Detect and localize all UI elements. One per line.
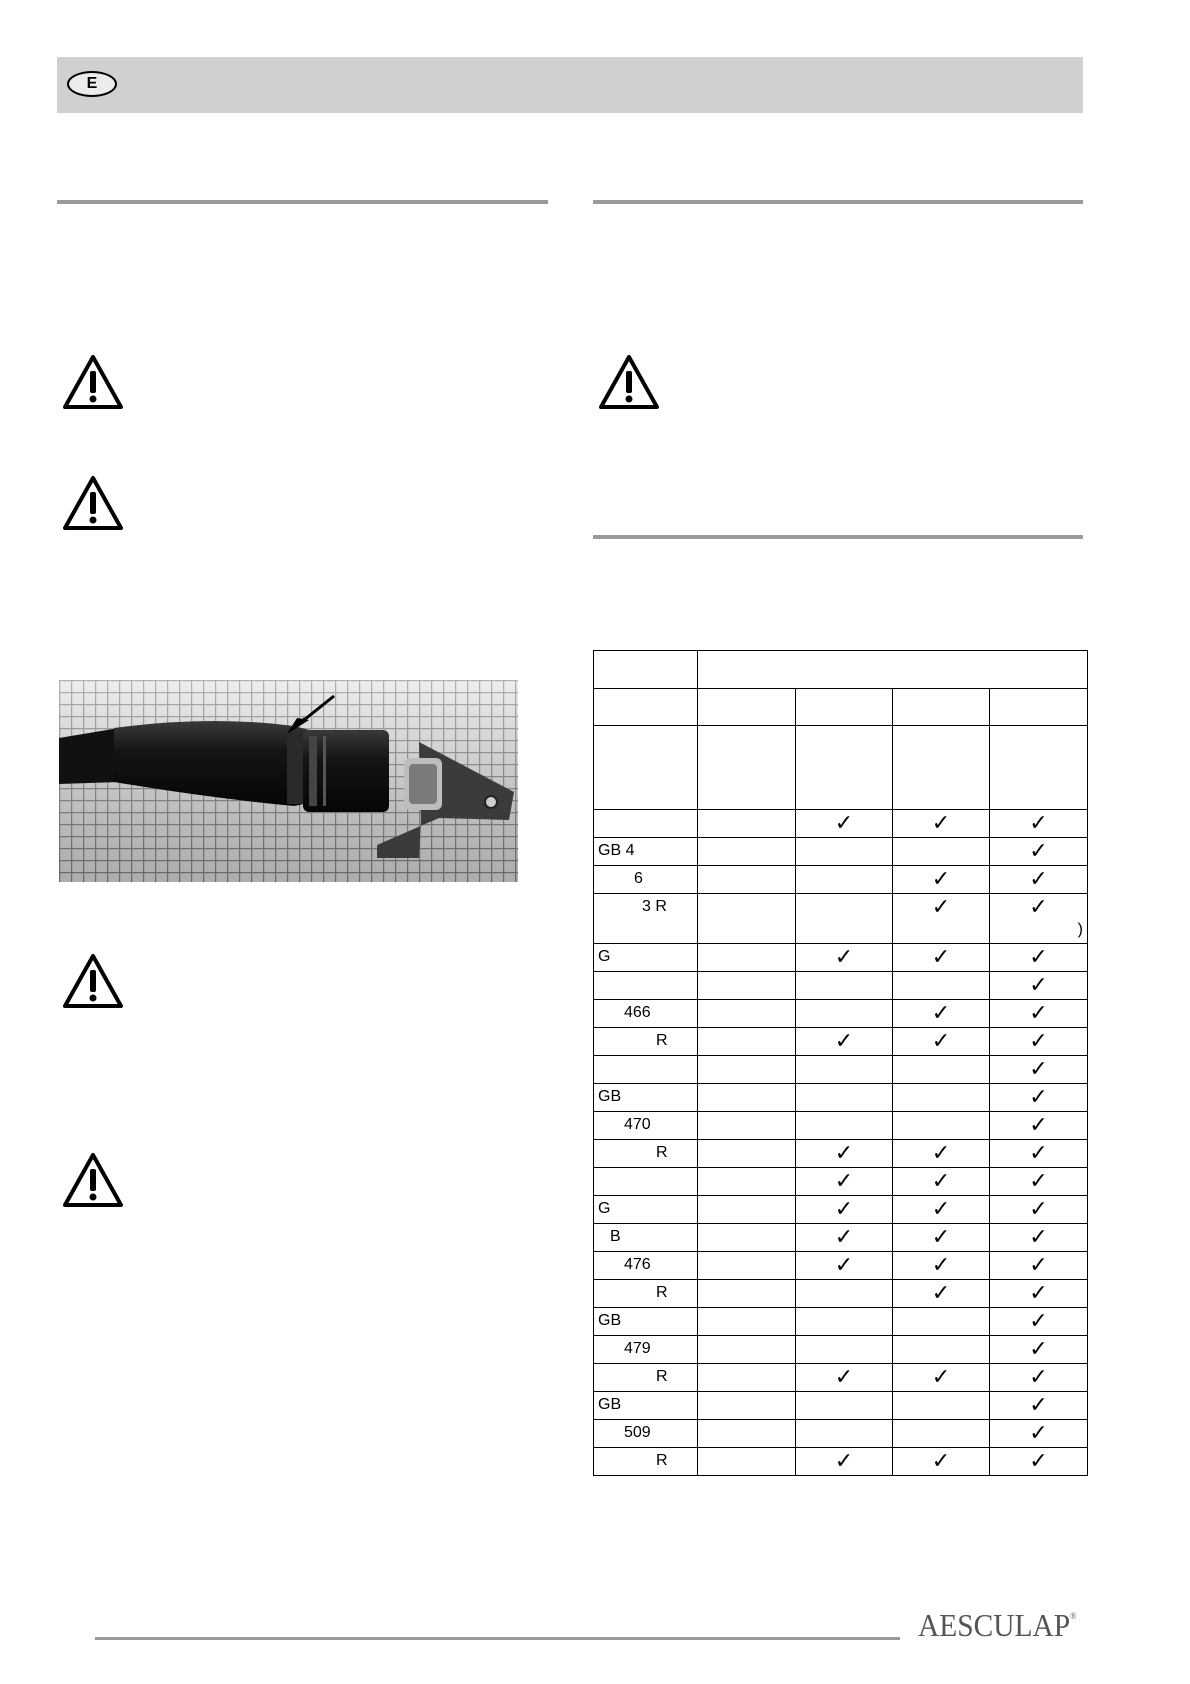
check-cell <box>698 1112 796 1140</box>
check-mark-icon: ✓ <box>1029 1392 1048 1417</box>
check-cell <box>698 1224 796 1252</box>
check-cell <box>990 866 1088 894</box>
table-header-cell <box>594 689 698 726</box>
check-cell <box>796 1392 893 1420</box>
table-header-cell <box>796 689 893 726</box>
check-cell <box>698 1392 796 1420</box>
row-label: R <box>594 1140 698 1168</box>
check-cell <box>990 1420 1088 1448</box>
section-rule-right-top <box>593 200 1083 204</box>
check-mark-icon: ✓ <box>834 1028 854 1053</box>
row-label: B <box>594 1224 698 1252</box>
check-mark-icon: ✓ <box>931 1140 951 1165</box>
check-cell <box>893 1028 990 1056</box>
check-cell <box>698 1028 796 1056</box>
check-mark-icon: ✓ <box>1029 1336 1048 1361</box>
check-cell <box>698 894 796 944</box>
table-row <box>594 1196 1088 1224</box>
check-mark-icon: ✓ <box>931 1252 951 1277</box>
row-label: GB 4 <box>594 838 698 866</box>
check-cell <box>893 1364 990 1392</box>
check-cell <box>796 944 893 972</box>
check-mark-icon: ✓ <box>1029 1140 1048 1165</box>
compatibility-table <box>593 650 1088 1476</box>
check-cell <box>893 1140 990 1168</box>
footer-rule <box>95 1637 900 1640</box>
check-cell <box>698 866 796 894</box>
check-mark-icon: ✓ <box>1029 1084 1048 1109</box>
row-label: G <box>594 1196 698 1224</box>
table-row <box>594 866 1088 894</box>
check-cell <box>990 810 1088 838</box>
header-bar <box>57 57 1083 113</box>
check-cell <box>698 972 796 1000</box>
check-mark-icon: ✓ <box>834 1224 854 1249</box>
check-cell <box>990 1028 1088 1056</box>
check-cell <box>698 810 796 838</box>
table-row <box>594 838 1088 866</box>
check-mark-icon: ✓ <box>931 1448 951 1473</box>
check-cell <box>796 1168 893 1196</box>
row-label: 509 <box>594 1420 698 1448</box>
check-cell <box>796 1252 893 1280</box>
check-mark-icon: ✓ <box>931 1028 951 1053</box>
check-cell <box>893 1056 990 1084</box>
row-label: 470 <box>594 1112 698 1140</box>
check-cell <box>698 838 796 866</box>
row-note: ) <box>1077 921 1083 938</box>
check-cell <box>796 810 893 838</box>
check-mark-icon: ✓ <box>931 944 951 969</box>
warning-triangle-icon <box>61 952 125 1010</box>
check-cell <box>796 838 893 866</box>
table-row <box>594 894 1088 944</box>
row-label: 479 <box>594 1336 698 1364</box>
check-cell <box>893 972 990 1000</box>
check-mark-icon: ✓ <box>1029 1168 1048 1193</box>
check-cell <box>698 1196 796 1224</box>
warning-triangle-icon <box>597 353 661 411</box>
check-mark-icon: ✓ <box>931 1364 951 1389</box>
check-cell <box>990 838 1088 866</box>
check-mark-icon: ✓ <box>1029 1196 1048 1221</box>
check-mark-icon: ✓ <box>1029 1112 1048 1137</box>
check-mark-icon: ✓ <box>931 1168 951 1193</box>
language-badge: E <box>67 71 117 97</box>
check-cell <box>893 810 990 838</box>
check-cell <box>796 1336 893 1364</box>
check-mark-icon: ✓ <box>931 1280 951 1305</box>
check-cell <box>796 1028 893 1056</box>
warning-triangle-icon <box>61 353 125 411</box>
check-mark-icon: ✓ <box>834 1140 854 1165</box>
warning-triangle-icon <box>61 1151 125 1209</box>
table-row <box>594 1140 1088 1168</box>
table-row <box>594 1056 1088 1084</box>
check-cell <box>990 1056 1088 1084</box>
check-cell <box>796 1140 893 1168</box>
row-label <box>594 810 698 838</box>
check-cell <box>893 1308 990 1336</box>
row-label: 476 <box>594 1252 698 1280</box>
row-label: GB <box>594 1308 698 1336</box>
check-mark-icon: ✓ <box>1029 1056 1048 1081</box>
check-cell <box>796 972 893 1000</box>
table-row <box>594 1112 1088 1140</box>
table-row <box>594 1252 1088 1280</box>
check-cell <box>893 1196 990 1224</box>
check-cell <box>698 1000 796 1028</box>
check-mark-icon: ✓ <box>1029 1448 1048 1473</box>
table-header-cell <box>990 726 1088 810</box>
check-mark-icon: ✓ <box>1029 1420 1048 1445</box>
table-row <box>594 1448 1088 1476</box>
table-row <box>594 810 1088 838</box>
table-row <box>594 972 1088 1000</box>
row-label: GB <box>594 1084 698 1112</box>
check-cell <box>796 1084 893 1112</box>
table-row <box>594 1308 1088 1336</box>
brand-registered-mark: ® <box>1070 1611 1077 1621</box>
row-label: G <box>594 944 698 972</box>
check-cell <box>893 1224 990 1252</box>
check-cell <box>698 1448 796 1476</box>
check-mark-icon: ✓ <box>1029 972 1048 997</box>
check-mark-icon: ✓ <box>834 1252 854 1277</box>
table-row <box>594 1224 1088 1252</box>
check-mark-icon: ✓ <box>1029 866 1048 891</box>
product-photo <box>59 680 518 882</box>
check-cell <box>990 1364 1088 1392</box>
check-mark-icon: ✓ <box>1029 838 1048 863</box>
check-cell <box>893 1000 990 1028</box>
table-header-cell <box>698 689 796 726</box>
row-label: R <box>594 1448 698 1476</box>
check-cell <box>990 944 1088 972</box>
check-cell <box>990 1308 1088 1336</box>
table-row <box>594 1280 1088 1308</box>
check-cell <box>990 1252 1088 1280</box>
check-cell <box>698 1308 796 1336</box>
check-cell <box>796 1196 893 1224</box>
check-cell <box>990 1112 1088 1140</box>
brand-name: AESCULAP <box>918 1607 1071 1643</box>
check-cell <box>893 1420 990 1448</box>
check-mark-icon: ✓ <box>834 810 854 835</box>
row-label: 466 <box>594 1000 698 1028</box>
row-label <box>594 1056 698 1084</box>
table-header-cell <box>796 726 893 810</box>
table-header-cell <box>990 689 1088 726</box>
row-label: 3 R <box>594 894 698 944</box>
check-mark-icon: ✓ <box>834 944 854 969</box>
row-label <box>594 1168 698 1196</box>
check-mark-icon: ✓ <box>931 810 951 835</box>
check-mark-icon: ✓ <box>834 1196 854 1221</box>
check-mark-icon: ✓ <box>1029 810 1048 835</box>
check-mark-icon: ✓ <box>1029 944 1048 969</box>
check-mark-icon: ✓ <box>1029 1280 1048 1305</box>
check-cell <box>990 1196 1088 1224</box>
check-cell <box>990 972 1088 1000</box>
warning-triangle-icon <box>61 474 125 532</box>
table-header-cell <box>698 651 1088 689</box>
check-mark-icon: ✓ <box>834 1364 854 1389</box>
check-cell <box>990 1140 1088 1168</box>
check-mark-icon: ✓ <box>1029 1028 1048 1053</box>
section-rule-right-mid <box>593 535 1083 539</box>
table-row <box>594 1392 1088 1420</box>
check-cell <box>698 1252 796 1280</box>
check-cell <box>796 1364 893 1392</box>
check-cell <box>893 1112 990 1140</box>
check-cell <box>990 1280 1088 1308</box>
table-header-row <box>594 651 1088 689</box>
check-mark-icon: ✓ <box>1029 1224 1048 1249</box>
check-cell <box>893 1392 990 1420</box>
check-cell <box>893 1252 990 1280</box>
table-subheader-row <box>594 726 1088 810</box>
table-header-cell <box>594 651 698 689</box>
check-cell <box>698 944 796 972</box>
check-mark-icon: ✓ <box>1029 1252 1048 1277</box>
table-row <box>594 1000 1088 1028</box>
check-cell <box>796 866 893 894</box>
check-cell <box>893 1280 990 1308</box>
check-cell <box>698 1056 796 1084</box>
table-header-cell <box>893 726 990 810</box>
row-label: R <box>594 1280 698 1308</box>
section-rule-left-top <box>57 200 548 204</box>
table-subheader-row <box>594 689 1088 726</box>
check-cell <box>893 1448 990 1476</box>
check-cell <box>990 894 1088 944</box>
check-cell <box>990 1336 1088 1364</box>
table-row <box>594 944 1088 972</box>
check-cell <box>698 1084 796 1112</box>
check-mark-icon: ✓ <box>931 894 951 919</box>
check-cell <box>796 894 893 944</box>
check-cell <box>990 1392 1088 1420</box>
check-cell <box>796 1280 893 1308</box>
table-row <box>594 1420 1088 1448</box>
check-cell <box>796 1112 893 1140</box>
row-label: R <box>594 1028 698 1056</box>
check-cell <box>698 1336 796 1364</box>
check-mark-icon: ✓ <box>931 866 951 891</box>
table-row <box>594 1028 1088 1056</box>
check-cell <box>893 866 990 894</box>
check-cell <box>796 1308 893 1336</box>
row-label: GB <box>594 1392 698 1420</box>
check-mark-icon: ✓ <box>1029 1364 1048 1389</box>
row-label: 6 <box>594 866 698 894</box>
table-row <box>594 1084 1088 1112</box>
brand-logo <box>918 1607 1076 1644</box>
check-mark-icon: ✓ <box>1029 1000 1048 1025</box>
check-cell <box>990 1224 1088 1252</box>
row-label: R <box>594 1364 698 1392</box>
check-mark-icon: ✓ <box>931 1224 951 1249</box>
table-header-cell <box>594 726 698 810</box>
check-cell <box>893 1084 990 1112</box>
check-cell <box>796 1448 893 1476</box>
check-cell <box>698 1420 796 1448</box>
table-header-cell <box>698 726 796 810</box>
check-cell <box>796 1056 893 1084</box>
check-cell <box>698 1280 796 1308</box>
check-mark-icon: ✓ <box>931 1196 951 1221</box>
table-row <box>594 1364 1088 1392</box>
table-row <box>594 1168 1088 1196</box>
check-mark-icon: ✓ <box>834 1448 854 1473</box>
check-cell <box>990 1168 1088 1196</box>
check-cell <box>893 944 990 972</box>
check-mark-icon: ✓ <box>931 1000 951 1025</box>
check-cell <box>796 1000 893 1028</box>
row-label <box>594 972 698 1000</box>
check-cell <box>698 1140 796 1168</box>
check-cell <box>698 1364 796 1392</box>
check-cell <box>893 838 990 866</box>
check-cell <box>990 1448 1088 1476</box>
check-cell <box>893 1168 990 1196</box>
check-mark-icon: ✓ <box>1029 894 1048 919</box>
table-header-cell <box>893 689 990 726</box>
check-cell <box>796 1420 893 1448</box>
check-cell <box>893 894 990 944</box>
check-cell <box>990 1000 1088 1028</box>
check-cell <box>893 1336 990 1364</box>
check-cell <box>796 1224 893 1252</box>
check-cell <box>990 1084 1088 1112</box>
table-row <box>594 1336 1088 1364</box>
check-mark-icon: ✓ <box>1029 1308 1048 1333</box>
check-mark-icon: ✓ <box>834 1168 854 1193</box>
check-cell <box>698 1168 796 1196</box>
